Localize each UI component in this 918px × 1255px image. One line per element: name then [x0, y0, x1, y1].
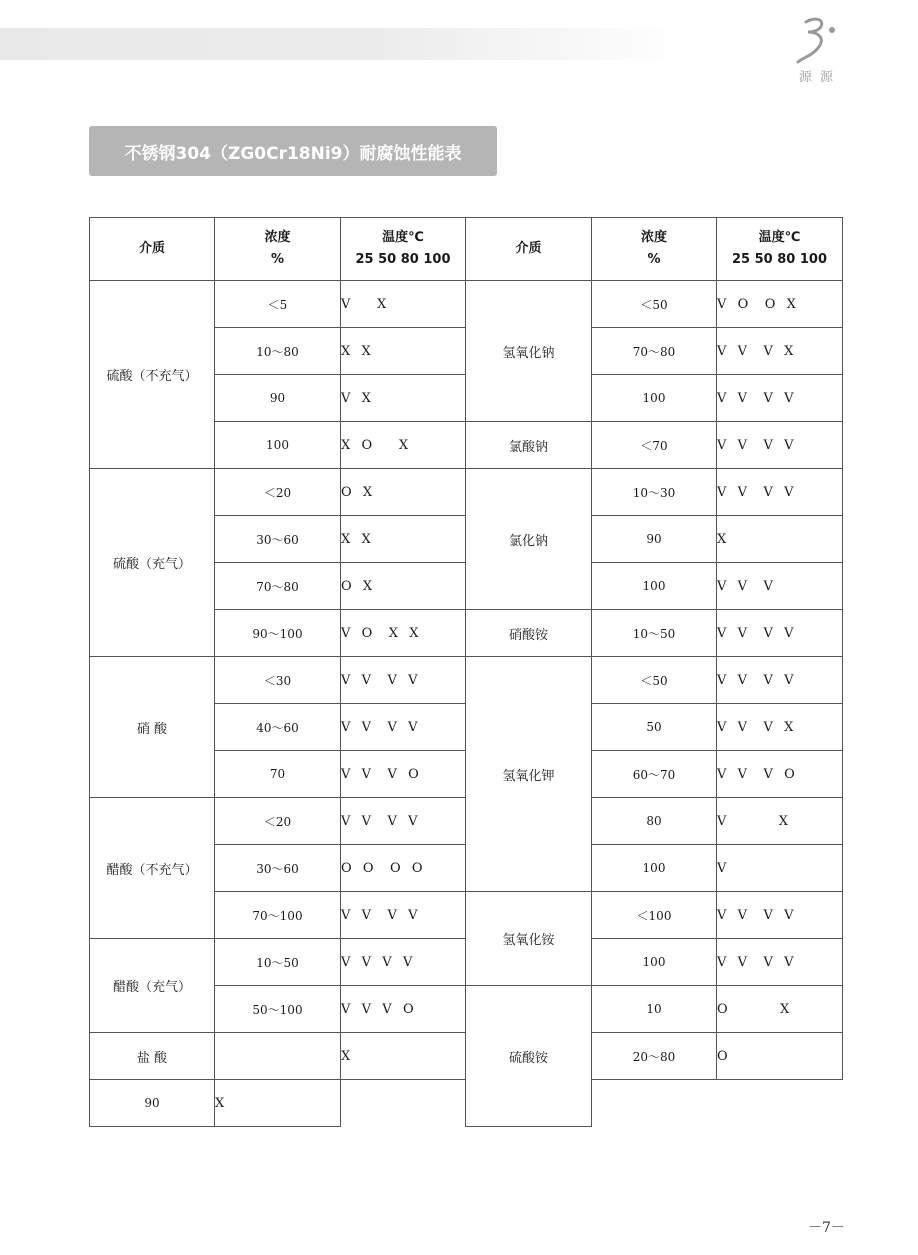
header-temperature: 温度℃ 25 50 80 100 — [717, 218, 843, 281]
resistance-cell: O — [717, 1033, 843, 1080]
concentration-cell: 60～70 — [592, 751, 717, 798]
medium-cell: 硝 酸 — [90, 657, 215, 798]
concentration-cell: 100 — [592, 563, 717, 610]
resistance-cell: X X — [341, 328, 466, 375]
resistance-cell: V O O X — [717, 281, 843, 328]
resistance-cell: X — [717, 516, 843, 563]
resistance-cell: V V V — [717, 563, 843, 610]
medium-cell: 醋酸（不充气） — [90, 798, 215, 939]
medium-cell: 醋酸（充气） — [90, 939, 215, 1033]
concentration-cell: ＜50 — [592, 657, 717, 704]
medium-cell: 氢氧化钠 — [466, 281, 592, 422]
concentration-cell: 10～50 — [592, 610, 717, 657]
resistance-cell: V V V V — [717, 375, 843, 422]
medium-cell: 氯酸钠 — [466, 422, 592, 469]
resistance-cell: V V V V — [341, 939, 466, 986]
concentration-cell — [215, 1033, 341, 1080]
resistance-cell: V V V V — [717, 469, 843, 516]
resistance-cell: V V V V — [341, 798, 466, 845]
concentration-cell: 100 — [592, 845, 717, 892]
logo-mark — [782, 10, 852, 68]
medium-cell: 盐 酸 — [90, 1033, 215, 1080]
resistance-cell: V — [717, 845, 843, 892]
resistance-cell: X O X — [341, 422, 466, 469]
medium-cell: 氢氧化铵 — [466, 892, 592, 986]
concentration-cell: 10～30 — [592, 469, 717, 516]
concentration-cell: 90～100 — [215, 610, 341, 657]
resistance-cell: V O X X — [341, 610, 466, 657]
resistance-cell: V V V V — [717, 939, 843, 986]
medium-cell: 氢氧化钾 — [466, 657, 592, 892]
medium-cell: 硝酸铵 — [466, 610, 592, 657]
resistance-cell: V V V X — [717, 328, 843, 375]
header-concentration: 浓度 % — [215, 218, 341, 281]
concentration-cell: 90 — [90, 1080, 215, 1127]
resistance-cell: O O O O — [341, 845, 466, 892]
resistance-cell: V X — [341, 375, 466, 422]
resistance-cell: V V V V — [717, 610, 843, 657]
resistance-cell: V V V X — [717, 704, 843, 751]
resistance-cell: V V V V — [717, 892, 843, 939]
concentration-cell: 10～80 — [215, 328, 341, 375]
concentration-cell: 70 — [215, 751, 341, 798]
concentration-cell: 70～80 — [215, 563, 341, 610]
concentration-cell: ＜30 — [215, 657, 341, 704]
corrosion-table — [89, 217, 843, 1127]
concentration-cell: 90 — [592, 516, 717, 563]
resistance-cell: X — [215, 1080, 341, 1127]
medium-cell: 氯化钠 — [466, 469, 592, 610]
resistance-cell: V V V V — [341, 657, 466, 704]
header-row — [90, 218, 843, 281]
resistance-cell: V V V V — [341, 892, 466, 939]
logo-text: 源 源 — [798, 70, 836, 85]
resistance-cell: X — [341, 1033, 466, 1080]
resistance-cell: V V V O — [341, 751, 466, 798]
resistance-cell: V V V V — [717, 422, 843, 469]
resistance-cell: V V V V — [341, 704, 466, 751]
page-title: 不锈钢304（ZG0Cr18Ni9）耐腐蚀性能表 — [124, 143, 462, 164]
concentration-cell: 30～60 — [215, 516, 341, 563]
resistance-cell: V X — [717, 798, 843, 845]
concentration-cell: ＜20 — [215, 469, 341, 516]
resistance-cell: V V V O — [717, 751, 843, 798]
concentration-cell: 20～80 — [592, 1033, 717, 1080]
resistance-cell: V X — [341, 281, 466, 328]
header-medium: 介质 — [466, 218, 592, 281]
concentration-cell: ＜100 — [592, 892, 717, 939]
concentration-cell: ＜5 — [215, 281, 341, 328]
concentration-cell: 90 — [215, 375, 341, 422]
resistance-cell: V V V V — [717, 657, 843, 704]
concentration-cell: 100 — [592, 375, 717, 422]
table-title-box — [89, 126, 497, 176]
resistance-cell: O X — [341, 563, 466, 610]
concentration-cell: ＜50 — [592, 281, 717, 328]
concentration-cell: 70～100 — [215, 892, 341, 939]
table-row — [90, 469, 843, 516]
medium-cell: 硫酸铵 — [466, 986, 592, 1127]
concentration-cell: ＜70 — [592, 422, 717, 469]
concentration-cell: 30～60 — [215, 845, 341, 892]
header-temperature: 温度℃ 25 50 80 100 — [341, 218, 466, 281]
table-row — [90, 281, 843, 328]
concentration-cell: 100 — [592, 939, 717, 986]
resistance-cell: O X — [341, 469, 466, 516]
resistance-cell: O X — [717, 986, 843, 1033]
concentration-cell: 100 — [215, 422, 341, 469]
concentration-cell: ＜20 — [215, 798, 341, 845]
resistance-cell: X X — [341, 516, 466, 563]
medium-cell: 硫酸（充气） — [90, 469, 215, 657]
concentration-cell: 50 — [592, 704, 717, 751]
concentration-cell: 10 — [592, 986, 717, 1033]
concentration-cell: 80 — [592, 798, 717, 845]
concentration-cell: 70～80 — [592, 328, 717, 375]
header-medium: 介质 — [90, 218, 215, 281]
concentration-cell: 40～60 — [215, 704, 341, 751]
page-number: －7－ — [808, 1220, 845, 1236]
medium-cell: 硫酸（不充气） — [90, 281, 215, 469]
header-band — [0, 28, 690, 60]
header-concentration: 浓度 % — [592, 218, 717, 281]
resistance-cell: V V V O — [341, 986, 466, 1033]
yuanyuan-logo-icon — [782, 10, 852, 85]
concentration-cell: 50～100 — [215, 986, 341, 1033]
table-row — [90, 657, 843, 704]
concentration-cell: 10～50 — [215, 939, 341, 986]
